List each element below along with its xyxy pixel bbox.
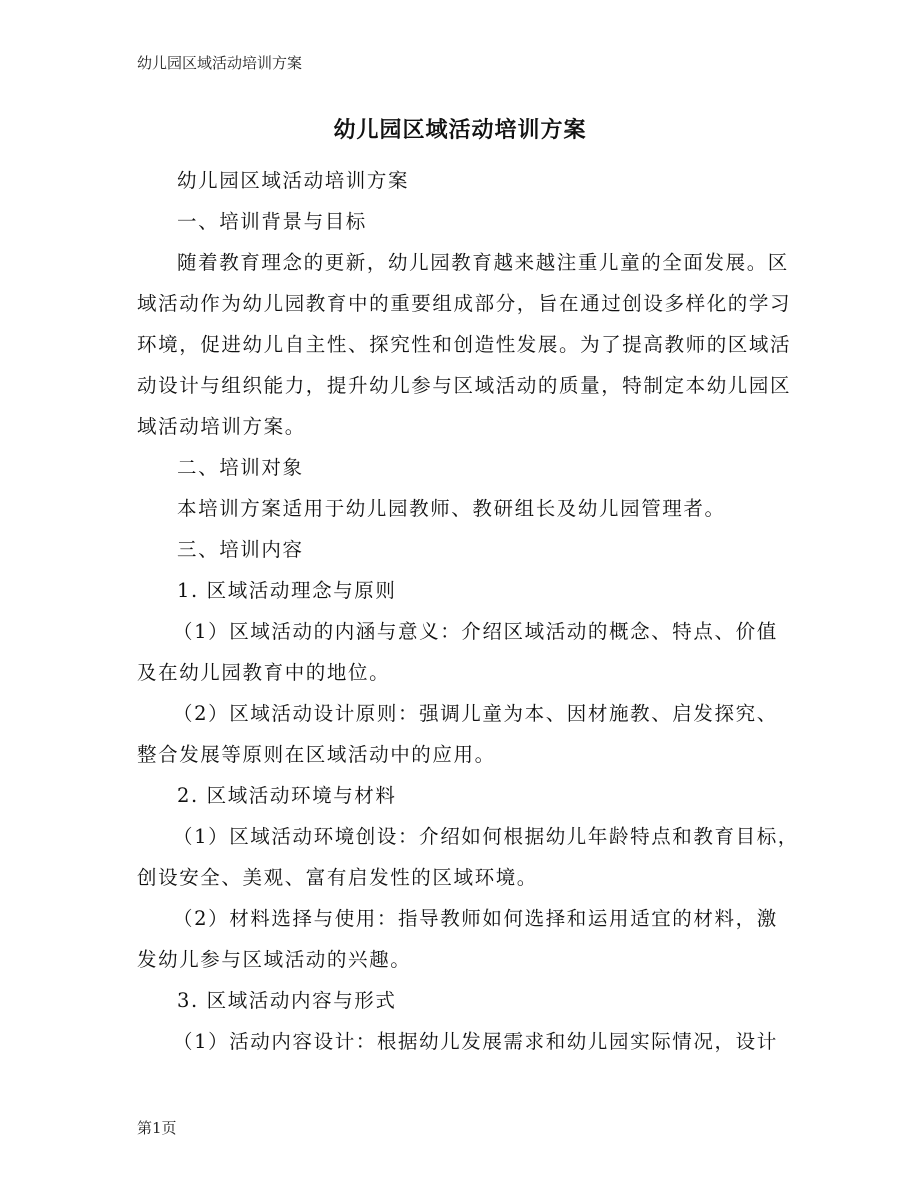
document-body	[137, 160, 799, 1062]
paragraph-line: （2）区域活动设计原则：强调儿童为本、因材施教、启发探究、	[173, 702, 778, 725]
section-heading: 三、培训内容	[177, 538, 304, 561]
document-title: 幼儿园区域活动培训方案	[333, 117, 587, 143]
page-header: 幼儿园区域活动培训方案	[137, 54, 303, 72]
paragraph-line: 环境，促进幼儿自主性、探究性和创造性发展。为了提高教师的区域活	[137, 333, 792, 356]
paragraph-line: 随着教育理念的更新，幼儿园教育越来越注重儿童的全面发展。区	[177, 251, 789, 274]
paragraph-line: 域活动作为幼儿园教育中的重要组成部分，旨在通过创设多样化的学习	[137, 292, 792, 315]
paragraph-line: 整合发展等原则在区域活动中的应用。	[137, 743, 496, 766]
paragraph-line: （2）材料选择与使用：指导教师如何选择和运用适宜的材料，激	[173, 907, 778, 930]
paragraph-line: 幼儿园区域活动培训方案	[177, 169, 410, 192]
page-number: 第1页	[137, 1119, 177, 1137]
section-heading: 二、培训对象	[177, 456, 304, 479]
subsection-heading: 1. 区域活动理念与原则	[177, 579, 397, 602]
paragraph-line: （1）区域活动的内涵与意义：介绍区域活动的概念、特点、价值	[173, 620, 778, 643]
paragraph-line: （1）区域活动环境创设：介绍如何根据幼儿年龄特点和教育目标，	[173, 825, 799, 848]
paragraph-line: 及在幼儿园教育中的地位。	[137, 661, 391, 684]
paragraph-line: 本培训方案适用于幼儿园教师、教研组长及幼儿园管理者。	[177, 497, 726, 520]
paragraph-line: 发幼儿参与区域活动的兴趣。	[137, 948, 412, 971]
paragraph-line: 创设安全、美观、富有启发性的区域环境。	[137, 866, 538, 889]
section-heading: 一、培训背景与目标	[177, 210, 367, 233]
paragraph-line: 动设计与组织能力，提升幼儿参与区域活动的质量，特制定本幼儿园区	[137, 374, 792, 397]
paragraph-line: 域活动培训方案。	[137, 415, 306, 438]
subsection-heading: 3. 区域活动内容与形式	[177, 989, 397, 1012]
paragraph-line: （1）活动内容设计：根据幼儿发展需求和幼儿园实际情况，设计	[173, 1030, 778, 1053]
subsection-heading: 2. 区域活动环境与材料	[177, 784, 397, 807]
